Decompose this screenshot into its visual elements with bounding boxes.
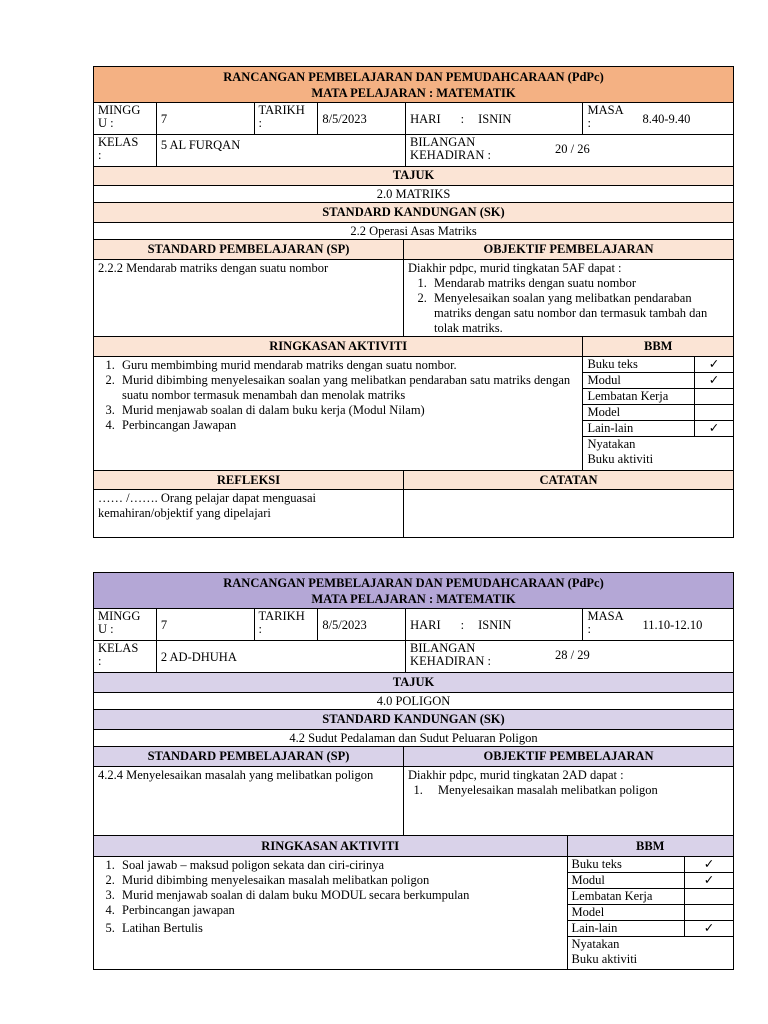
bbm-row: Lembatan Kerja — [583, 389, 733, 405]
sk-heading: STANDARD KANDUNGAN (SK) — [322, 712, 505, 726]
objektif-intro: Diakhir pdpc, murid tingkatan 2AD dapat : — [408, 768, 624, 782]
empty-check-cell — [695, 405, 734, 421]
sk-heading: STANDARD KANDUNGAN (SK) — [322, 205, 505, 219]
list-item: 4. Perbincangan Jawapan — [118, 418, 578, 433]
objektif-heading: OBJEKTIF PEMBELAJARAN — [403, 240, 733, 259]
hari-value: ISNIN — [478, 618, 512, 632]
kehadiran-value: 20 / 26 — [555, 142, 590, 156]
hari-label: HARI — [410, 618, 441, 632]
objektif-heading: OBJEKTIF PEMBELAJARAN — [403, 747, 733, 766]
list-item: 2. Murid dibimbing menyelesaikan masalah melibatkan poligon — [118, 873, 563, 888]
bbm-checklist — [568, 857, 733, 937]
bbm-checklist — [583, 357, 733, 437]
refleksi-line2: kemahiran/objektif yang dipelajari — [98, 506, 271, 520]
bbm-row: Modul ✓ — [583, 373, 733, 389]
tarikh-label: TARIKH — [258, 609, 305, 623]
masa-label: MASA — [587, 609, 624, 623]
sp-value: 2.2.2 Mendarab matriks dengan suatu nombor — [98, 261, 329, 275]
minggu-value: 7 — [160, 112, 168, 126]
kelas-label: KELAS — [98, 135, 139, 149]
info-row-class: KELAS : 2 AD-DHUHA BILANGAN KEHADIRAN : 28 / 29 — [94, 640, 733, 672]
catatan-heading: CATATAN — [403, 471, 733, 489]
list-item: 2. Menyelesaikan soalan yang melibatkan pendaraban matriks dengan satu nombor dan termasuk tambah dan tolak matriks. — [430, 291, 729, 336]
plan-title — [94, 67, 733, 102]
hari-label: HARI — [410, 112, 441, 126]
aktiviti-content — [94, 357, 582, 470]
masa-label: MASA — [587, 103, 624, 117]
check-icon: ✓ — [685, 873, 734, 889]
sk-value: 2.2 Operasi Asas Matriks — [350, 224, 477, 238]
check-icon: ✓ — [695, 357, 734, 373]
plan-title — [94, 573, 733, 608]
bbm-note-value: Buku aktiviti — [587, 452, 654, 466]
bbm-row: Buku teks ✓ — [568, 857, 733, 873]
tajuk-value: 2.0 MATRIKS — [376, 187, 451, 201]
list-item: 1. Guru membimbing murid mendarab matriks dengan suatu nombor. — [118, 358, 578, 373]
kelas-value: 5 AL FURQAN — [160, 138, 241, 152]
empty-check-cell — [685, 889, 734, 905]
tarikh-value: 8/5/2023 — [322, 112, 367, 126]
bbm-note-label: Nyatakan — [587, 437, 636, 451]
plan-title-line1: RANCANGAN PEMBELAJARAN DAN PEMUDAHCARAAN (PdPc) — [223, 70, 604, 84]
bbm-row: Modul ✓ — [568, 873, 733, 889]
aktiviti-list — [96, 358, 578, 433]
sk-value: 4.2 Sudut Pedalaman dan Sudut Peluaran Poligon — [289, 731, 538, 745]
ringkasan-heading: RINGKASAN AKTIVITI — [261, 839, 400, 853]
hari-value: ISNIN — [478, 112, 512, 126]
sp-value: 4.2.4 Menyelesaikan masalah yang melibatkan poligon — [98, 768, 374, 782]
kehadiran-label: BILANGAN — [410, 641, 476, 655]
lesson-plan-1 — [93, 66, 734, 538]
minggu-label: MINGG — [98, 609, 141, 623]
tarikh-label: TARIKH — [258, 103, 305, 117]
minggu-label: MINGG — [98, 103, 141, 117]
list-item: 1. Soal jawab – maksud poligon sekata dan ciri-cirinya — [118, 858, 563, 873]
tajuk-heading: TAJUK — [392, 168, 435, 182]
bbm-note-label: Nyatakan — [571, 937, 620, 951]
lesson-plan-2 — [93, 572, 734, 970]
refleksi-content — [94, 490, 403, 537]
aktiviti-list — [96, 858, 563, 936]
minggu-value: 7 — [160, 618, 168, 632]
tajuk-heading: TAJUK — [392, 675, 435, 689]
bbm-row: Lain-lain ✓ — [583, 421, 733, 437]
list-item: 2. Murid dibimbing menyelesaikan soalan yang melibatkan pendaraban satu matriks dengan suatu nombor termasuk menambah dan menolak matriks — [118, 373, 578, 403]
ringkasan-heading: RINGKASAN AKTIVITI — [269, 339, 408, 353]
info-row-week: MINGG U : 7 TARIKH : 8/5/2023 HARI : ISNIN MASA : 8.40-9.40 — [94, 102, 733, 134]
refleksi-heading: REFLEKSI — [216, 473, 281, 487]
bbm-heading: BBM — [567, 836, 734, 856]
masa-value: 11.10-12.10 — [642, 618, 703, 632]
empty-check-cell — [695, 389, 734, 405]
kelas-value: 2 AD-DHUHA — [160, 650, 237, 664]
list-item: 1. Menyelesaikan masalah melibatkan poligon — [426, 783, 729, 798]
list-item: 3. Murid menjawab soalan di dalam buku kerja (Modul Nilam) — [118, 403, 578, 418]
info-row-week: MINGG U : 7 TARIKH : 8/5/2023 HARI : ISNIN MASA : 11.10-12.10 — [94, 608, 733, 640]
bbm-row: Lain-lain ✓ — [568, 921, 733, 937]
refleksi-line1: …… /……. Orang pelajar dapat menguasai — [98, 491, 316, 505]
bbm-content — [567, 857, 733, 969]
plan-title-line2: MATA PELAJARAN : MATEMATIK — [311, 86, 516, 100]
objektif-content — [403, 260, 733, 336]
check-icon: ✓ — [685, 921, 734, 937]
objektif-list — [408, 276, 729, 336]
catatan-content — [403, 490, 733, 537]
plan-title-line1: RANCANGAN PEMBELAJARAN DAN PEMUDAHCARAAN (PdPc) — [223, 576, 604, 590]
bbm-content — [582, 357, 733, 470]
bbm-heading: BBM — [582, 337, 733, 356]
objektif-list — [408, 783, 729, 798]
plan-title-line2: MATA PELAJARAN : MATEMATIK — [311, 592, 516, 606]
kehadiran-value: 28 / 29 — [555, 648, 590, 662]
bbm-row: Buku teks ✓ — [583, 357, 733, 373]
list-item: 5. Latihan Bertulis — [118, 921, 563, 936]
empty-check-cell — [685, 905, 734, 921]
bbm-note-value: Buku aktiviti — [571, 952, 638, 966]
info-row-class: KELAS : 5 AL FURQAN BILANGAN KEHADIRAN : 20 / 26 — [94, 134, 733, 166]
kehadiran-label: BILANGAN — [410, 135, 476, 149]
kelas-label: KELAS — [98, 641, 139, 655]
sp-heading: STANDARD PEMBELAJARAN (SP) — [147, 242, 350, 256]
list-item: 1. Mendarab matriks dengan suatu nombor — [430, 276, 729, 291]
bbm-row: Model — [583, 405, 733, 421]
check-icon: ✓ — [695, 373, 734, 389]
list-item: 4. Perbincangan jawapan — [118, 903, 563, 918]
aktiviti-content — [94, 857, 567, 969]
check-icon: ✓ — [695, 421, 734, 437]
sp-heading: STANDARD PEMBELAJARAN (SP) — [147, 749, 350, 763]
check-icon: ✓ — [685, 857, 734, 873]
objektif-content — [403, 767, 733, 835]
list-item: 3. Murid menjawab soalan di dalam buku MODUL secara berkumpulan — [118, 888, 563, 903]
tarikh-value: 8/5/2023 — [322, 618, 367, 632]
objektif-intro: Diakhir pdpc, murid tingkatan 5AF dapat : — [408, 261, 622, 275]
tajuk-value: 4.0 POLIGON — [376, 694, 451, 708]
masa-value: 8.40-9.40 — [642, 112, 691, 126]
bbm-row: Model — [568, 905, 733, 921]
bbm-row: Lembatan Kerja — [568, 889, 733, 905]
